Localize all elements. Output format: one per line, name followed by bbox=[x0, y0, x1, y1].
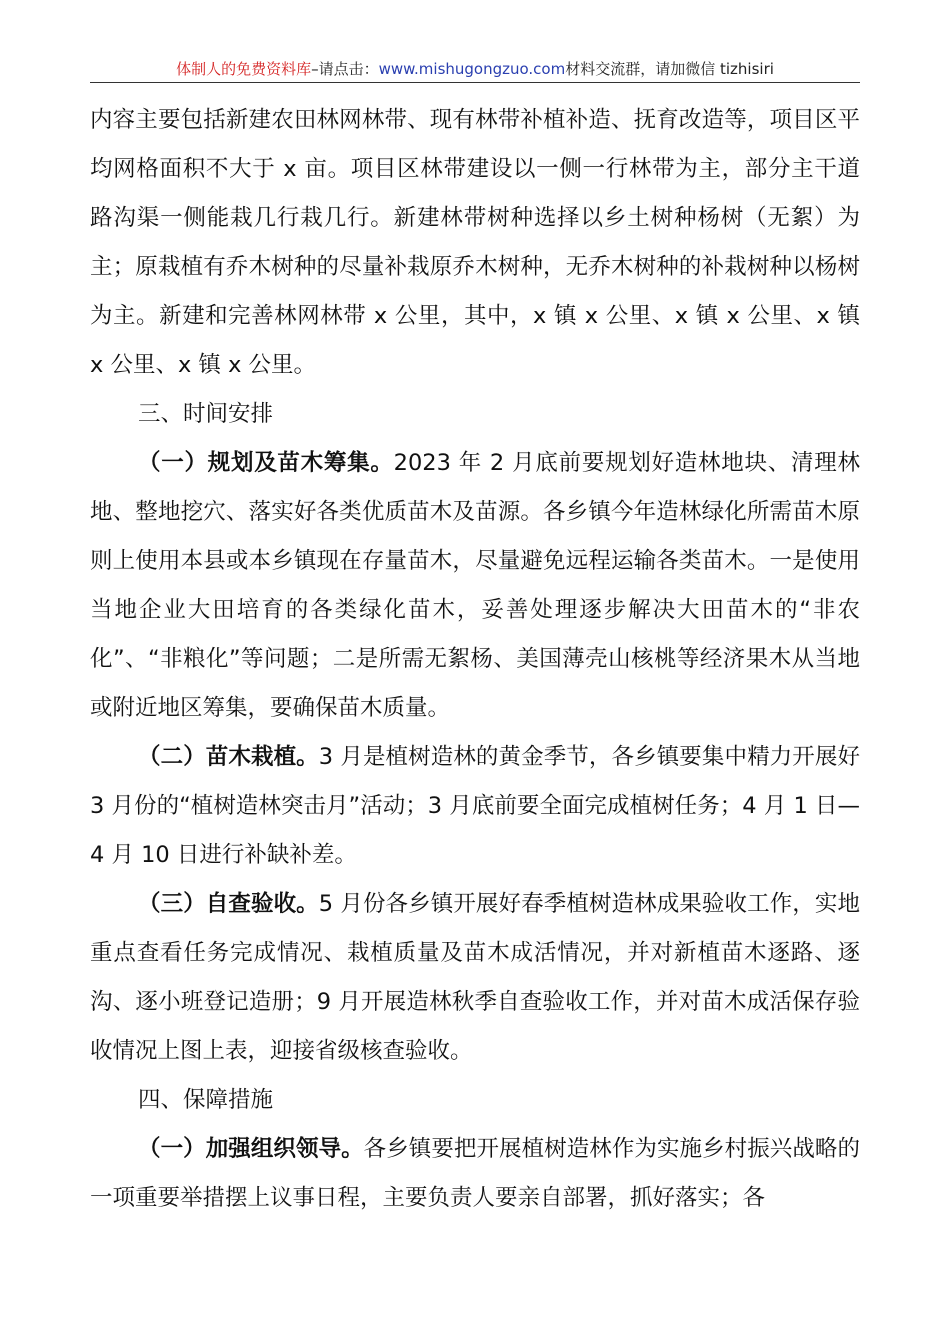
header-divider bbox=[90, 82, 860, 83]
subheading-planning: （一）规划及苗木筹集。 bbox=[138, 450, 394, 476]
header-tail-text: 材料交流群，请加微信 tizhisiri bbox=[565, 60, 774, 78]
page-header bbox=[90, 58, 860, 80]
paragraph-planting bbox=[90, 733, 860, 880]
section-heading-safeguards: 四、保障措施 bbox=[138, 1087, 274, 1113]
text-acceptance: 5 月份各乡镇开展好春季植树造林成果验收工作，实地重点查看任务完成情况、栽植质量及苗木成活情况，并对新植苗木逐路、逐沟、逐小班登记造册；9 月开展造林秋季自查验收工作，并对苗木成活保存验收情况上图上表，迎接省级核查验收。 bbox=[90, 891, 860, 1064]
header-prompt: –请点击： bbox=[311, 60, 379, 78]
text-planning: 2023 年 2 月底前要规划好造林地块、清理林地、整地挖穴、落实好各类优质苗木及苗源。各乡镇今年造林绿化所需苗木原则上使用本县或本乡镇现在存量苗木，尽量避免远程运输各类苗木。一是使用当地企业大田培育的各类绿化苗木，妥善处理逐步解决大田苗木的“非农化”、“非粮化”等问题；二是所需无絮杨、美国薄壳山核桃等经济果木从当地或附近地区筹集，要确保苗木质量。 bbox=[90, 450, 860, 721]
text-leadership: 各乡镇要把开展植树造林作为实施乡村振兴战略的一项重要举措摆上议事日程，主要负责人要亲自部署，抓好落实；各 bbox=[90, 1136, 860, 1211]
paragraph-leadership bbox=[90, 1125, 860, 1223]
subheading-acceptance: （三）自查验收。 bbox=[138, 891, 319, 917]
subheading-leadership: （一）加强组织领导。 bbox=[138, 1136, 364, 1162]
section-heading-schedule: 三、时间安排 bbox=[138, 401, 274, 427]
paragraph-planning bbox=[90, 439, 860, 733]
header-site-name: 体制人的免费资料库 bbox=[176, 60, 312, 78]
paragraph-acceptance bbox=[90, 880, 860, 1076]
header-url-link[interactable]: www.mishugongzuo.com bbox=[378, 60, 566, 78]
document-body bbox=[90, 96, 860, 1223]
paragraph-forest-belt: 内容主要包括新建农田林网林带、现有林带补植补造、抚育改造等，项目区平均网格面积不大于 x 亩。项目区林带建设以一侧一行林带为主，部分主干道路沟渠一侧能栽几行栽几行。新建林带树种选择以乡土树种杨树（无絮）为主；原栽植有乔木树种的尽量补栽原乔木树种，无乔木树种的补栽树种以杨树为主。新建和完善林网林带 x 公里，其中，x 镇 x 公里、x 镇 x 公里、x 镇 x 公里、x 镇 x 公里。 bbox=[90, 107, 860, 378]
subheading-planting: （二）苗木栽植。 bbox=[138, 744, 319, 770]
text-planting: 3 月是植树造林的黄金季节，各乡镇要集中精力开展好 3 月份的“植树造林突击月”活动；3 月底前要全面完成植树任务；4 月 1 日—4 月 10 日进行补缺补差。 bbox=[90, 744, 860, 868]
